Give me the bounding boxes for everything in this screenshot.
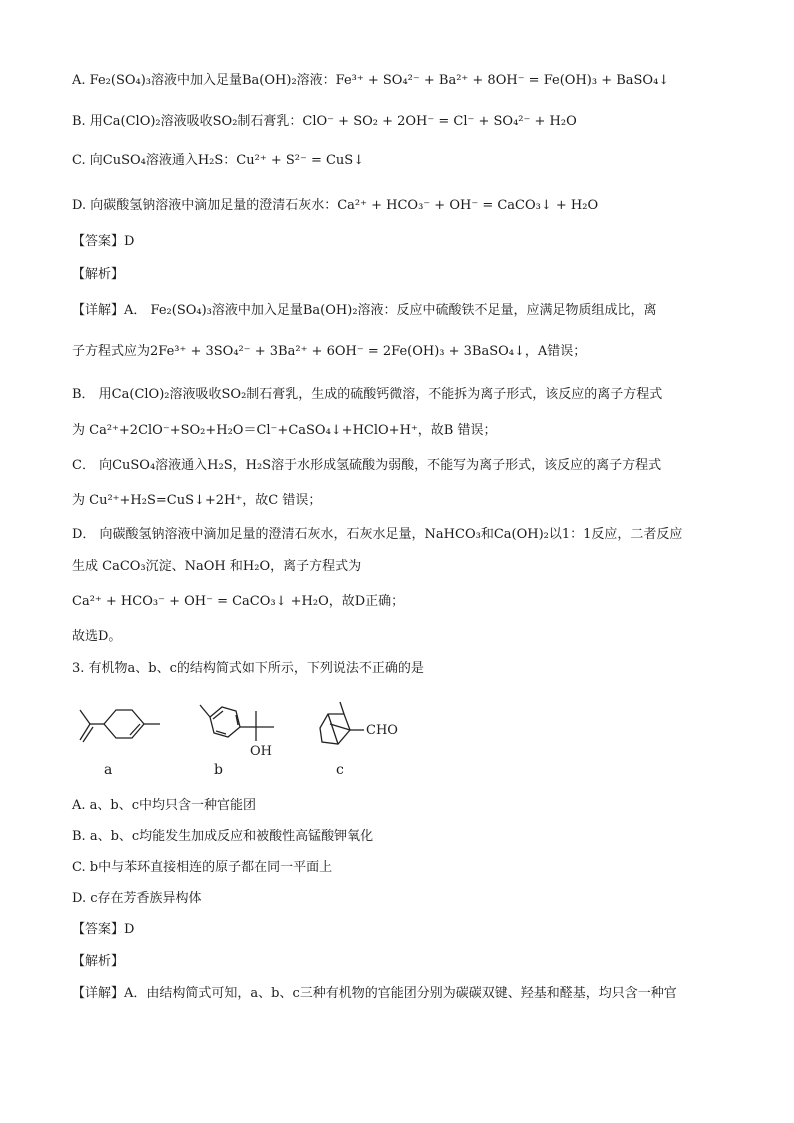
q2-answer-line xyxy=(72,231,734,253)
q3-option-c: C. b中与苯环直接相连的原子都在同一平面上 xyxy=(72,860,333,875)
q2-exp-d3: Ca²⁺ + HCO₃⁻ + OH⁻ = CaCO₃↓ +H₂O，故D正确； xyxy=(72,594,405,609)
q2-answer-tag: 【答案】 xyxy=(72,234,125,249)
molecule-b-label: b xyxy=(214,762,223,778)
molecule-c-cho: CHO xyxy=(366,723,398,738)
q2-exp-b2: 为 Ca²⁺+2ClO⁻+SO₂+H₂O＝Cl⁻+CaSO₄↓+HClO+H⁺，故B 错误； xyxy=(72,423,497,438)
q3-detail-tag: 【详解】 xyxy=(72,986,125,1001)
q2-detail-a-line1 xyxy=(72,300,734,322)
q3-option-a: A. a、b、c中均只含一种官能团 xyxy=(72,798,257,813)
q3-exp-a: A．由结构简式可知，a、b、c三种有机物的官能团分别为碳碳双键、羟基和醛基，均只含一种官 xyxy=(124,986,677,1001)
molecule-b-oh: OH xyxy=(250,744,272,759)
q2-option-d: D. 向碳酸氢钠溶液中滴加足量的澄清石灰水：Ca²⁺ + HCO₃⁻ + OH⁻ = CaCO₃↓ + H₂O xyxy=(72,198,599,213)
q2-detail-tag: 【详解】 xyxy=(72,303,125,318)
q2-exp-a2: 子方程式应为2Fe³⁺ + 3SO₄²⁻ + 3Ba²⁺ + 6OH⁻ = 2Fe(OH)₃ + 3BaSO₄↓，A错误； xyxy=(72,344,587,359)
molecule-a-structure xyxy=(70,700,170,760)
q3-detail-a-line xyxy=(72,983,734,1005)
q3-answer-line xyxy=(72,919,734,941)
q2-option-b: B. 用Ca(ClO)₂溶液吸收SO₂制石膏乳：ClO⁻ + SO₂ + 2OH⁻ = Cl⁻ + SO₄²⁻ + H₂O xyxy=(72,114,577,129)
q2-exp-b1: B． 用Ca(ClO)₂溶液吸收SO₂制石膏乳，生成的硫酸钙微溶，不能拆为离子形式，该反应的离子方程式 xyxy=(72,387,663,402)
q3-stem: 3. 有机物a、b、c的结构简式如下所示，下列说法不正确的是 xyxy=(72,661,424,676)
q2-option-a: A. Fe₂(SO₄)₃溶液中加入足量Ba(OH)₂溶液：Fe³⁺ + SO₄²⁻ + Ba²⁺ + 8OH⁻ = Fe(OH)₃ + BaSO₄↓ xyxy=(72,73,670,88)
q2-exp-d1: D． 向碳酸氢钠溶液中滴加足量的澄清石灰水，石灰水足量，NaHCO₃和Ca(OH)₂以1：1反应，二者反应 xyxy=(72,527,683,542)
q2-exp-d2: 生成 CaCO₃沉淀、NaOH 和H₂O，离子方程式为 xyxy=(72,559,362,574)
q3-option-d: D. c存在芳香族异构体 xyxy=(72,891,202,906)
molecule-a-label: a xyxy=(104,762,113,778)
molecule-c-structure xyxy=(310,700,420,760)
molecule-b-structure xyxy=(190,695,290,765)
q2-option-c: C. 向CuSO₄溶液通入H₂S：Cu²⁺ + S²⁻ = CuS↓ xyxy=(72,153,365,168)
q2-conclusion: 故选D。 xyxy=(72,629,122,644)
q3-option-b: B. a、b、c均能发生加成反应和被酸性高锰酸钾氧化 xyxy=(72,829,374,844)
q2-analysis-tag: 【解析】 xyxy=(72,267,125,282)
q2-exp-c1: C． 向CuSO₄溶液通入H₂S，H₂S溶于水形成氢硫酸为弱酸，不能写为离子形式，该反应的离子方程式 xyxy=(72,458,662,473)
q2-answer-value: D xyxy=(124,234,135,249)
q3-analysis-tag: 【解析】 xyxy=(72,954,125,969)
q3-answer-value: D xyxy=(124,922,135,937)
q3-answer-tag: 【答案】 xyxy=(72,922,125,937)
q2-exp-c2: 为 Cu²⁺+H₂S=CuS↓+2H⁺，故C 错误； xyxy=(72,493,322,508)
molecule-c-label: c xyxy=(336,762,344,778)
q2-exp-a1: A． Fe₂(SO₄)₃溶液中加入足量Ba(OH)₂溶液：反应中硫酸铁不足量，应满足物质组成比，离 xyxy=(124,303,657,318)
